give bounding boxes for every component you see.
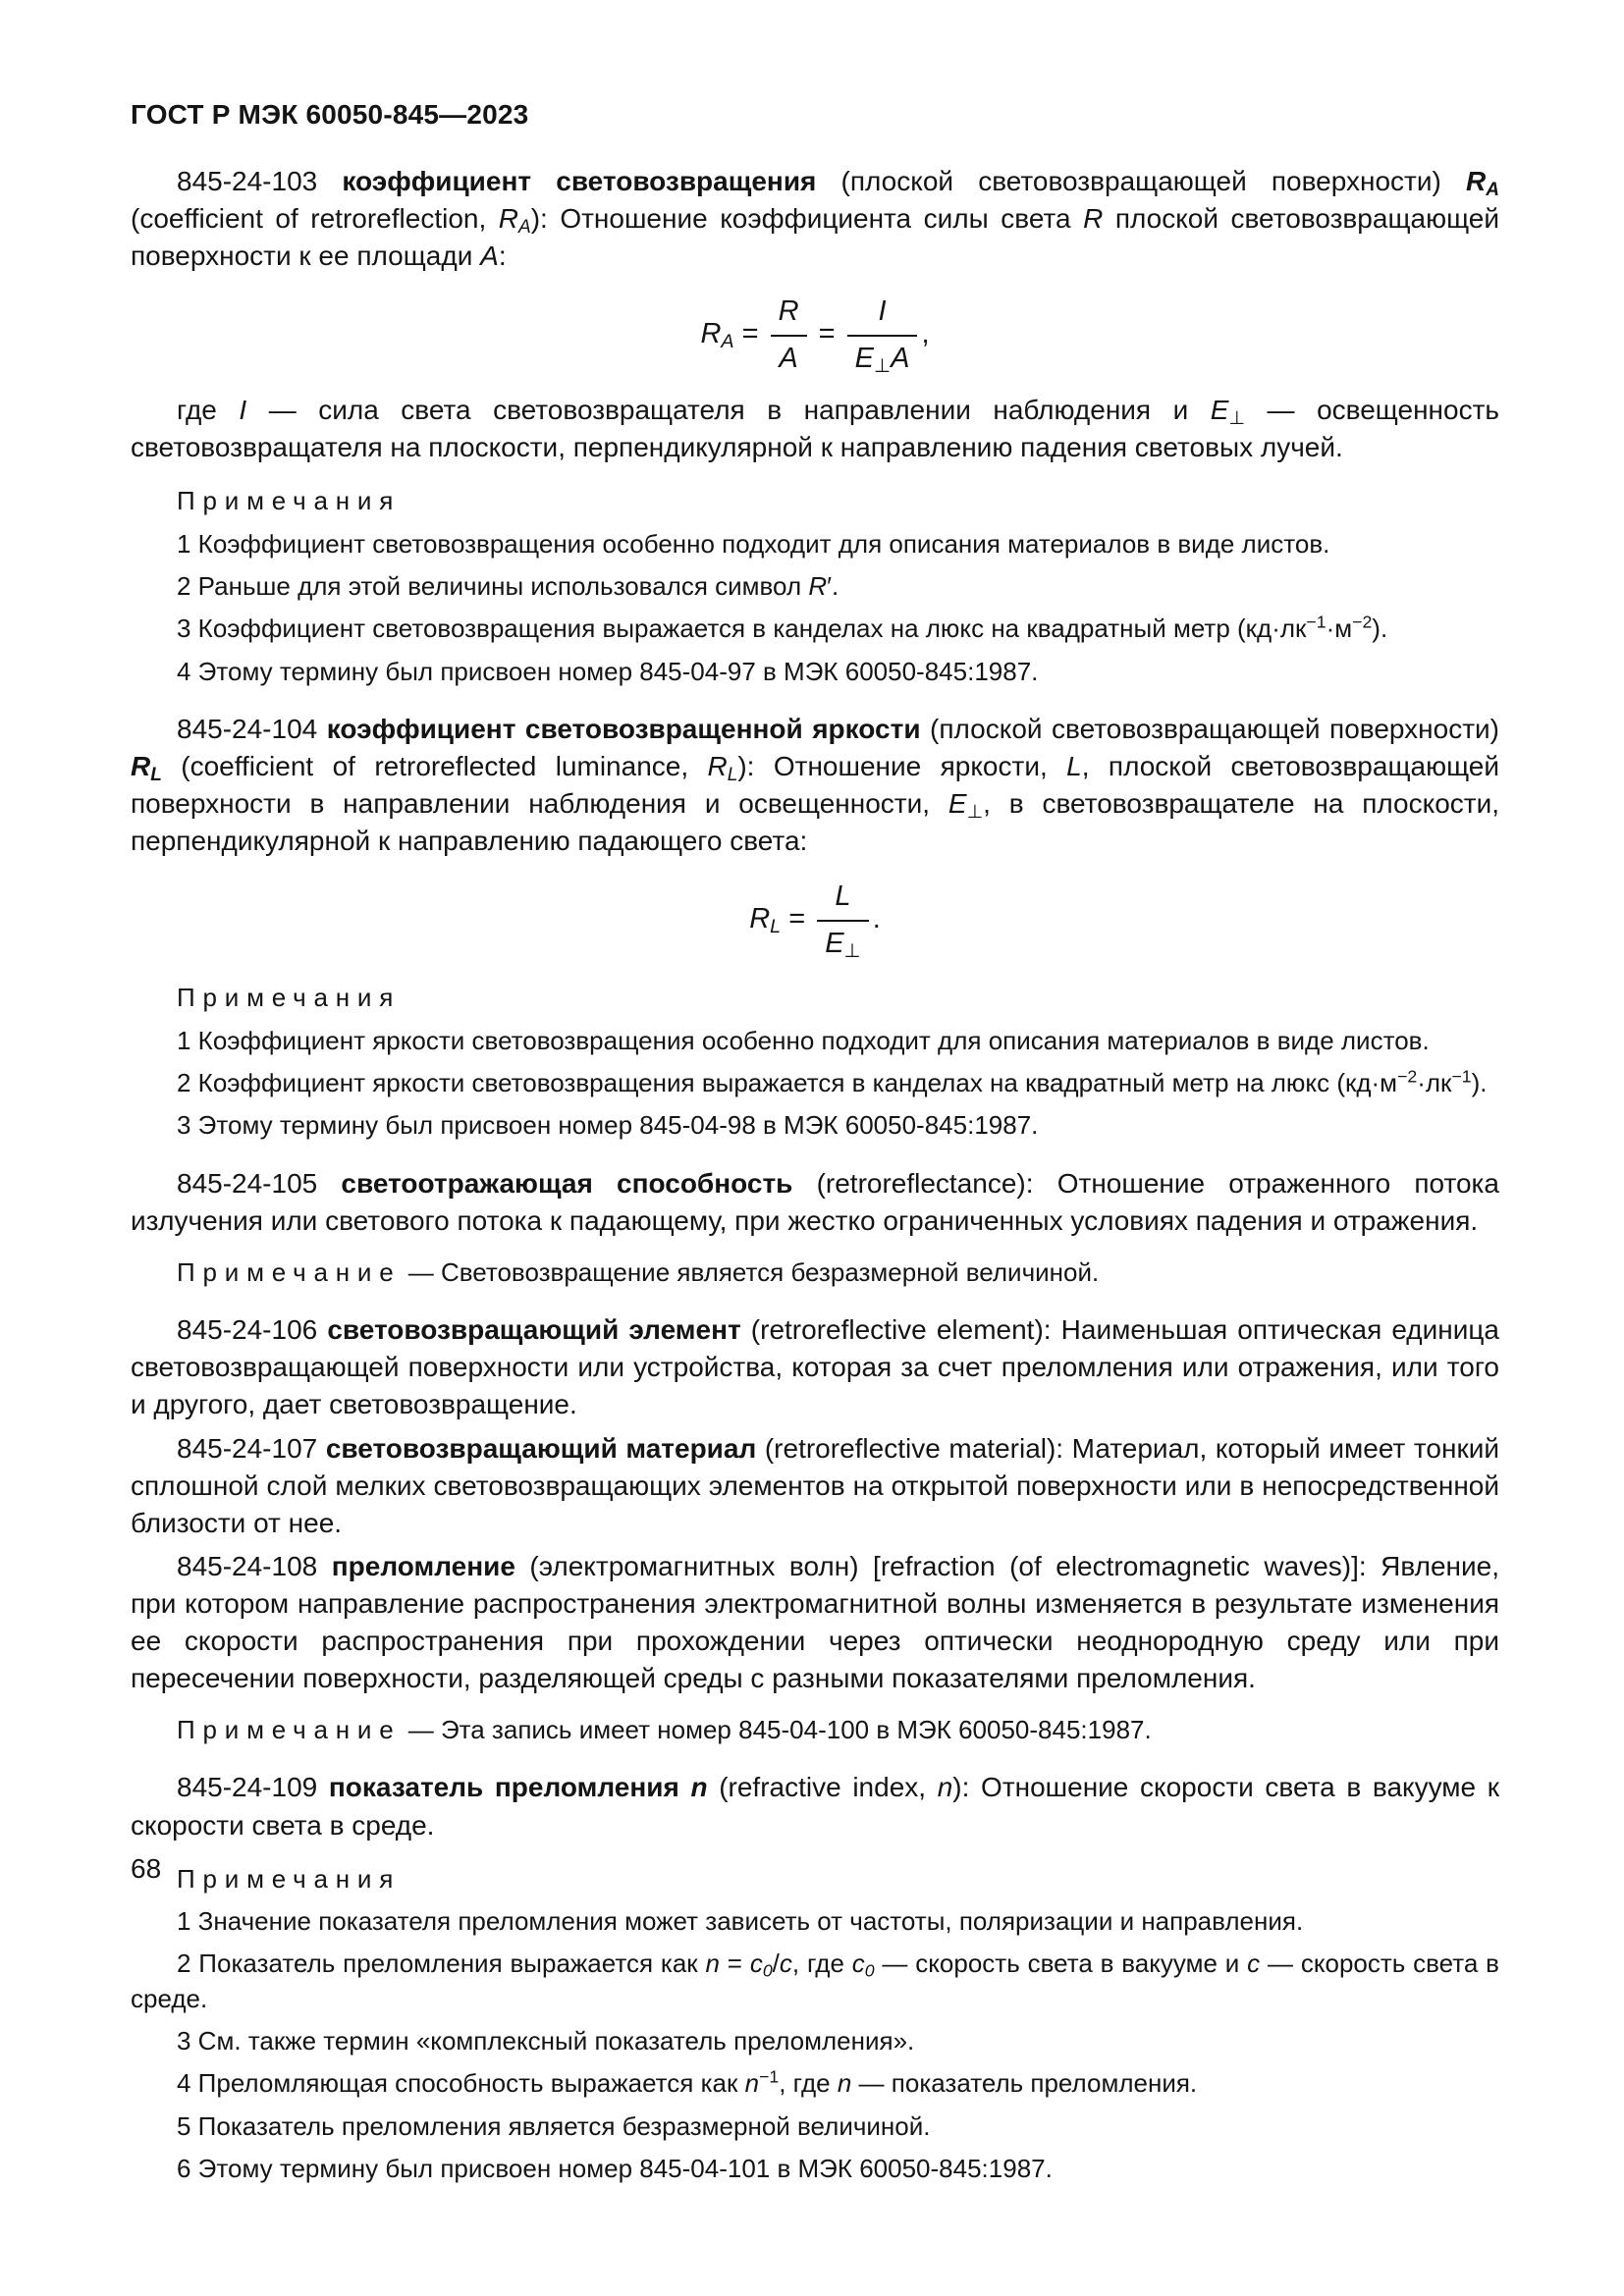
numerator: [771, 293, 807, 334]
page-number: 68: [131, 1853, 162, 1884]
text-run: ⊥: [873, 354, 892, 377]
fraction: [771, 293, 807, 378]
text-run: ,: [921, 318, 930, 350]
fraction: [847, 293, 918, 378]
notes-title: [131, 1862, 1499, 1896]
text-run: ).: [1372, 614, 1388, 644]
text-run: R: [700, 318, 722, 350]
denominator: [771, 335, 807, 378]
note-item: [131, 527, 1499, 561]
text-run: 2 Коэффициент яркости световозвращения выражается в канделах на квадратный метр на люкс (кд·м: [177, 1068, 1398, 1098]
text-run: =: [719, 1949, 750, 1979]
text-run: E: [1210, 395, 1229, 426]
text-run: 3 См. также термин «комплексный показатель преломления».: [177, 2026, 915, 2056]
text-run: ′.: [827, 571, 839, 602]
term-paragraph: [131, 1430, 1499, 1542]
text-run: n: [837, 2068, 852, 2099]
text-run: 845-24-109: [177, 1772, 329, 1803]
text-run: 5 Показатель преломления является безразмерной величиной.: [177, 2110, 931, 2141]
text-run: R: [707, 751, 728, 782]
denominator: [847, 335, 918, 378]
text-run: — скорость света в вакууме и: [874, 1949, 1248, 1979]
text-run: 0: [864, 1960, 875, 1981]
text-run: E: [854, 342, 874, 374]
text-run: 845-24-108: [177, 1550, 332, 1581]
term-paragraph: [131, 1769, 1499, 1843]
text-run: где: [177, 395, 240, 426]
text-run: n: [937, 1772, 953, 1803]
text-run: показатель преломления: [328, 1772, 691, 1803]
text-run: 845-24-104: [177, 714, 327, 745]
text-run: A: [480, 240, 499, 272]
note-label: Примечание: [177, 1715, 402, 1745]
text-run: ): Отношение коэффициента силы света: [530, 203, 1084, 235]
text-run: , плоской световозвращающей поверхности в направлении наблюдения и освещенности,: [131, 751, 1499, 820]
page-content: [131, 96, 1499, 2186]
text-run: ).: [1471, 1068, 1488, 1098]
text-run: световозвращающий элемент: [327, 1314, 741, 1346]
notes-title: [131, 484, 1499, 518]
text-run: −2: [1397, 1066, 1418, 1087]
denominator: [817, 920, 869, 963]
text-run: n: [705, 1949, 720, 1979]
text-run: (retroreflective material): Материал, который имеет тонкий сплошной слой мелких световозвращающих элементов на открытой поверхности или в непосредственной близости от нее.: [131, 1432, 1499, 1538]
text-run: E: [947, 788, 967, 820]
text-run: , где: [791, 1949, 852, 1979]
text-run: , в световозвращателе на плоскости, перпендикулярной к направлению падающего света:: [131, 788, 1500, 857]
note-label: Примечание: [177, 1256, 402, 1287]
text-run: A: [779, 342, 798, 374]
text-run: n: [744, 2068, 760, 2099]
text-run: I: [878, 295, 887, 328]
text-run: — освещенность световозвращателя на плоскости, перпендикулярной к направлению падения световых лучей.: [131, 395, 1499, 463]
text-run: R: [131, 751, 151, 782]
text-run: =: [810, 318, 843, 350]
text-run: плоской световозвращающей поверхности к ее площади: [131, 203, 1500, 272]
text-run: (плоской световозвращающей поверхности): [816, 166, 1467, 197]
text-run: −1: [759, 2066, 780, 2087]
text-run: R: [808, 571, 828, 602]
text-run: (coefficient of retroreflected luminance,: [161, 751, 708, 782]
text-run: :: [498, 240, 507, 272]
text-run: R: [778, 295, 799, 328]
text-run: 0: [762, 1960, 773, 1981]
note-item: [131, 1947, 1499, 2016]
text-run: коэффициент световозвращения: [342, 166, 817, 197]
notes-title-label: Примечания: [177, 486, 402, 516]
note-item: [131, 2066, 1499, 2101]
note-item: [131, 655, 1499, 689]
text-run: L: [150, 764, 162, 785]
text-run: ): Отношение скорости света в вакууме к скорости света в среде.: [131, 1772, 1499, 1841]
text-run: L: [1066, 751, 1082, 782]
text-run: ·лк: [1417, 1068, 1452, 1098]
note-item: [131, 2024, 1499, 2058]
text-run: R: [749, 903, 771, 935]
text-run: (refractive index,: [707, 1772, 938, 1803]
note-item: [131, 1066, 1499, 1100]
text-run: 845-24-105: [177, 1167, 342, 1199]
text-run: A: [1486, 179, 1499, 200]
formula: [131, 878, 1499, 963]
text-run: 6 Этому термину был присвоен номер 845-04-101 в МЭК 60050-845:1987.: [177, 2154, 1053, 2184]
numerator: [817, 878, 869, 919]
text-run: E: [825, 927, 844, 959]
notes-title: [131, 981, 1499, 1015]
text-run: преломление: [331, 1550, 515, 1581]
term-paragraph: [131, 163, 1499, 275]
term-paragraph: [131, 1548, 1499, 1697]
text-run: ⊥: [1228, 407, 1246, 429]
text-run: L: [770, 916, 782, 938]
text-run: 2 Раньше для этой величины использовался символ: [177, 571, 809, 602]
text-run: 1 Коэффициент световозвращения особенно подходит для описания материалов в виде листов.: [177, 528, 1330, 559]
text-run: 3 Коэффициент световозвращения выражается в канделах на люкс на квадратный метр (кд·лк: [177, 614, 1307, 644]
text-run: R: [1466, 166, 1487, 197]
text-run: 1 Значение показателя преломления может зависеть от частоты, поляризации и направления.: [177, 1905, 1304, 1936]
notes-title-label: Примечания: [177, 983, 402, 1013]
text-run: — Световозвращение является безразмерной величиной.: [401, 1256, 1100, 1287]
document-body: [131, 163, 1499, 2186]
note-item: [131, 1108, 1499, 1143]
notes-title-label: Примечания: [177, 1863, 402, 1894]
text-run: коэффициент световозвращенной яркости: [326, 714, 921, 745]
text-run: светоотражающая способность: [341, 1167, 793, 1199]
text-run: ⊥: [843, 939, 861, 962]
term-paragraph: [131, 711, 1499, 860]
text-run: — скорость света в среде.: [131, 1949, 1499, 2013]
text-run: c: [749, 1949, 763, 1979]
text-run: −1: [1451, 1066, 1472, 1087]
text-run: 845-24-107: [177, 1432, 326, 1464]
note-inline: [131, 1713, 1499, 1747]
text-run: c: [851, 1949, 865, 1979]
text-run: R: [498, 203, 518, 235]
text-run: 845-24-103: [177, 166, 343, 197]
text-run: ·м: [1326, 614, 1353, 644]
text-run: световозвращающий материал: [325, 1432, 757, 1464]
text-run: c: [1247, 1949, 1261, 1979]
text-run: , где: [779, 2068, 838, 2099]
document-header: ГОСТ Р МЭК 60050-845—2023: [131, 99, 529, 130]
text-run: L: [727, 764, 738, 785]
text-run: I: [239, 395, 247, 426]
text-run: (плоской световозвращающей поверхности): [920, 714, 1499, 745]
text-run: −1: [1306, 612, 1326, 632]
note-item: [131, 2152, 1499, 2186]
text-run: 1 Коэффициент яркости световозвращения особенно подходит для описания материалов в виде листов.: [177, 1025, 1430, 1055]
text-run: A: [518, 216, 531, 238]
fraction: [817, 878, 869, 963]
text-run: A: [721, 331, 734, 353]
text-run: =: [781, 903, 814, 935]
text-run: 3 Этому термину был присвоен номер 845-04-98 в МЭК 60050-845:1987.: [177, 1110, 1039, 1141]
text-run: L: [835, 881, 851, 913]
text-run: R: [1083, 203, 1104, 235]
numerator: [847, 293, 918, 334]
note-item: [131, 2109, 1499, 2144]
text-run: n: [690, 1772, 708, 1803]
note-item: [131, 569, 1499, 604]
text-run: =: [733, 318, 767, 350]
text-run: — Эта запись имеет номер 845-04-100 в МЭК 60050-845:1987.: [401, 1715, 1152, 1745]
text-run: — сила света световозвращателя в направлении наблюдения и: [246, 395, 1211, 426]
text-run: /: [772, 1949, 780, 1979]
text-run: 4 Этому термину был присвоен номер 845-04-97 в МЭК 60050-845:1987.: [177, 656, 1039, 686]
term-paragraph: [131, 1311, 1499, 1423]
text-run: .: [872, 903, 881, 935]
formula: [131, 293, 1499, 378]
text-run: 2 Показатель преломления выражается как: [177, 1949, 706, 1979]
text-run: 4 Преломляющая способность выражается как: [177, 2068, 745, 2099]
text-run: (retroreflectance): Отношение отраженного потока излучения или светового потока к падающему, при жестко ограниченных условиях падения и отражения.: [131, 1167, 1499, 1236]
text-run: −2: [1352, 612, 1373, 632]
text-run: (coefficient of retroreflection,: [131, 203, 499, 235]
note-inline: [131, 1255, 1499, 1290]
note-item: [131, 1024, 1499, 1058]
text-run: c: [779, 1949, 792, 1979]
text-run: — показатель преломления.: [851, 2068, 1198, 2099]
term-paragraph: [131, 1165, 1499, 1240]
text-run: (retroreflective element): Наименьшая оптическая единица световозвращающей поверхности или устройства, которая за счет преломления или отражения, или того и другого, дает световозвращение.: [131, 1314, 1499, 1420]
note-item: [131, 612, 1499, 646]
note-item: [131, 1904, 1499, 1939]
text-run: ): Отношение яркости,: [737, 751, 1067, 782]
text-run: ⊥: [966, 802, 984, 824]
text-run: (электромагнитных волн) [refraction (of electromagnetic waves)]: Явление, при котором направление распространения электромагнитной волны изменяется в результате изменения ее скорости распространения при прохождении через оптически неоднородную среду или при пересечении поверхности, разделяющей среды с разными показателями преломления.: [131, 1550, 1499, 1693]
paragraph: [131, 392, 1499, 466]
text-run: A: [891, 342, 910, 374]
text-run: 845-24-106: [177, 1314, 328, 1346]
